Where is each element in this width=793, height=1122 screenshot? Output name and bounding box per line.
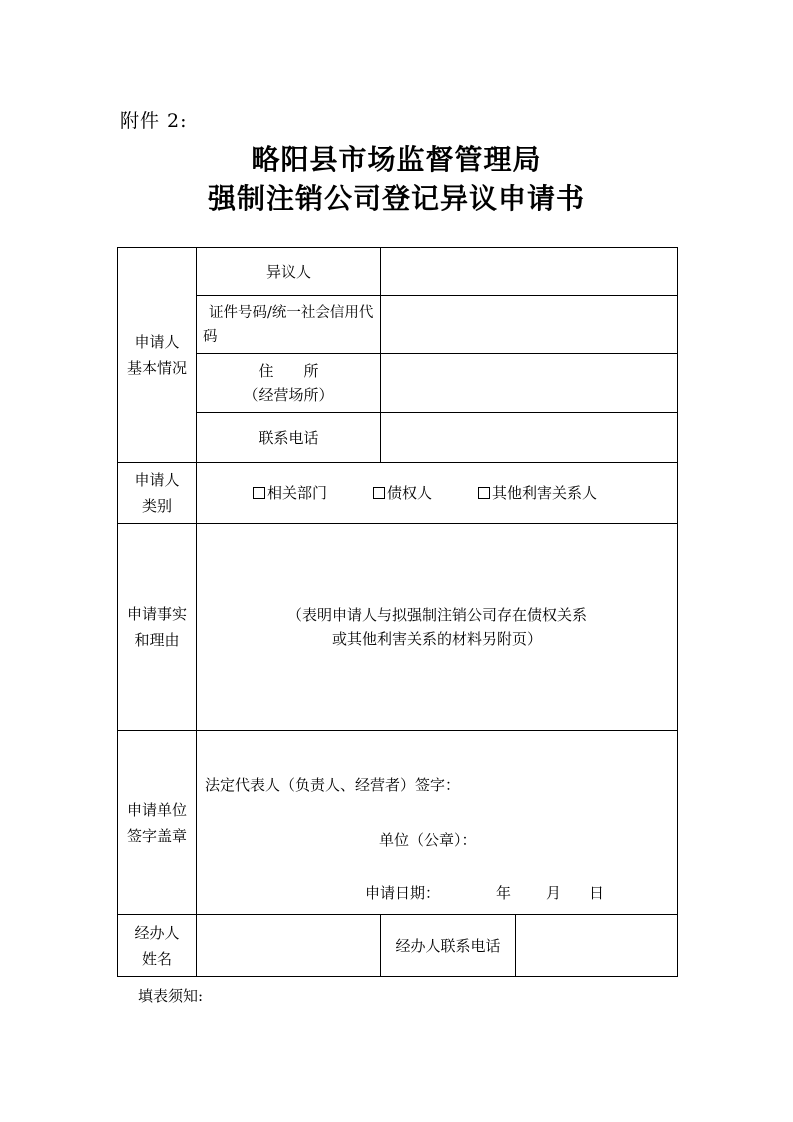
option-related-department[interactable] (253, 481, 327, 505)
id-code-label (197, 296, 381, 354)
option-related-department-label: 相关部门 (267, 484, 328, 502)
handler-name-field[interactable] (197, 915, 381, 977)
reason-hint-line1: （表明申请人与拟强制注销公司存在债权关系 (286, 606, 587, 624)
handler-name-label: 经办人 姓名 (118, 915, 197, 977)
application-date (365, 881, 604, 905)
option-creditor-label: 债权人 (387, 484, 433, 502)
applicant-category-label: 申请人 类别 (118, 463, 197, 524)
objector-field[interactable] (381, 248, 678, 296)
option-creditor[interactable] (373, 481, 432, 505)
address-label-main: 住 所 (258, 362, 319, 380)
filling-notes-label: 填表须知: (138, 987, 204, 1005)
date-year: 年 (496, 884, 512, 902)
legal-rep-signature-label: 法定代表人（负责人、经营者）签字： (205, 776, 461, 794)
unit-seal-label: 单位（公章）： (379, 831, 477, 849)
option-other-interested-party-label: 其他利害关系人 (492, 484, 598, 502)
phone-label: 联系电话 (197, 413, 381, 463)
reason-field[interactable] (197, 524, 678, 731)
reason-label: 申请事实 和理由 (118, 524, 197, 731)
application-form-table (117, 247, 678, 977)
phone-field[interactable] (381, 413, 678, 463)
date-day: 日 (589, 884, 605, 902)
address-field[interactable] (381, 354, 678, 413)
date-label: 申请日期： (365, 884, 441, 902)
signature-field[interactable] (197, 731, 678, 915)
address-label-sub: （经营场所） (243, 386, 334, 404)
id-code-label-text: 证件号码/统一社会信用代码 (203, 304, 374, 345)
reason-hint-line2: 或其他利害关系的材料另附页） (331, 630, 542, 648)
date-month: 月 (546, 884, 562, 902)
address-label (197, 354, 381, 413)
handler-phone-field[interactable] (516, 915, 678, 977)
objector-label: 异议人 (197, 248, 381, 296)
handler-phone-label: 经办人联系电话 (381, 915, 516, 977)
checkbox-icon[interactable] (373, 487, 385, 499)
signature-label: 申请单位 签字盖章 (118, 731, 197, 915)
document-title-line1: 略阳县市场监督管理局 (251, 143, 542, 176)
option-other-interested-party[interactable] (478, 481, 597, 505)
attachment-label: 附件 2: (120, 110, 188, 132)
document-title-line2: 强制注销公司登记异议申请书 (207, 182, 585, 215)
applicant-category-options (197, 463, 678, 524)
checkbox-icon[interactable] (478, 487, 490, 499)
id-code-field[interactable] (381, 296, 678, 354)
applicant-basic-info-label: 申请人 基本情况 (118, 248, 197, 463)
checkbox-icon[interactable] (253, 487, 265, 499)
